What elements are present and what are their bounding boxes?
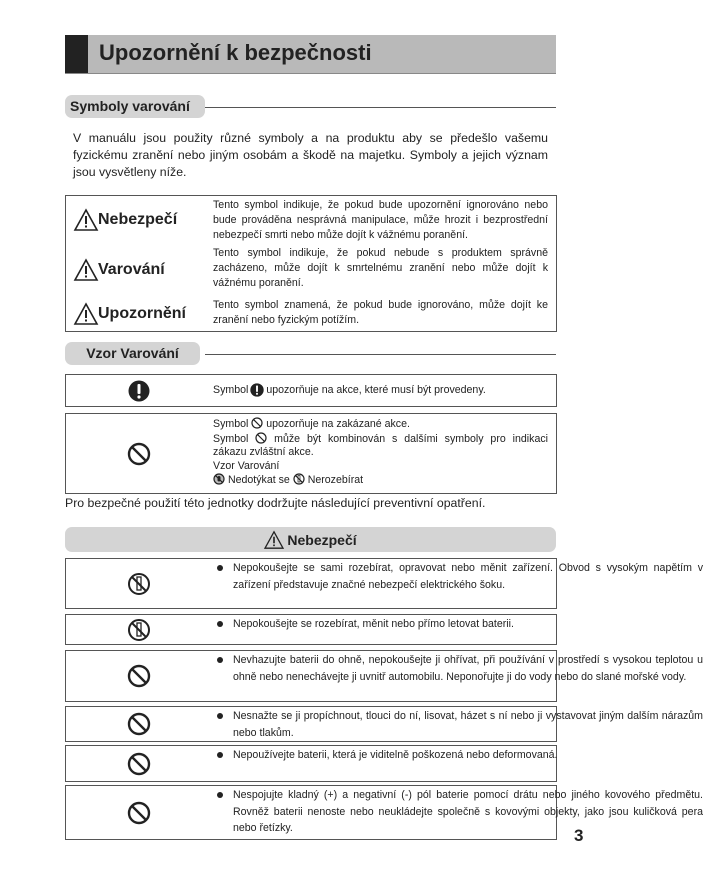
warning-triangle-icon bbox=[264, 531, 284, 549]
prohibited-symbol-box bbox=[65, 413, 557, 494]
rule-text: Nepokoušejte se sami rozebírat, opravovat nebo měnit zařízení. Obvod s vysokým napětím v zařízení představuje značné nebezpečí elektrického šoku. bbox=[213, 560, 703, 593]
symbol-danger bbox=[66, 200, 220, 240]
danger-header bbox=[65, 527, 556, 552]
icon-cell bbox=[66, 414, 212, 493]
text: upozorňuje na akce, které musí být provedeny. bbox=[266, 384, 486, 396]
danger-rule-row bbox=[65, 706, 703, 742]
title-accent-block bbox=[65, 35, 88, 73]
no-touch-icon bbox=[213, 473, 225, 485]
page-number: 3 bbox=[574, 826, 584, 845]
warning-triangle-icon bbox=[74, 303, 98, 325]
no-disassemble-icon bbox=[293, 473, 305, 485]
text: upozorňuje na zakázané akce. bbox=[266, 418, 410, 430]
icon-cell bbox=[66, 707, 212, 741]
text: Nerozebírat bbox=[307, 474, 364, 486]
text: Symbol bbox=[213, 418, 249, 430]
intro-paragraph: V manuálu jsou použity různé symboly a na produktu aby se předešlo vašemu fyzickému zranění nebo jiným osobám a škodě na majetku. Symboly a jejich význam jsou vysvětleny níže. bbox=[73, 131, 548, 179]
section-heading-symbols: Symboly varování bbox=[65, 95, 205, 118]
no-disassemble-icon bbox=[127, 572, 151, 596]
example-title: Vzor Varování bbox=[213, 459, 280, 472]
icon-cell bbox=[66, 746, 212, 781]
rule-text: Nevhazujte baterii do ohně, nepokoušejte ji ohřívat, při používání v prostředí s vysokou teplotou u ohně nebo nenechávejte ji uvnitř automobilu. Neponořujte ji do vody nebo do slané mořské vody. bbox=[213, 652, 703, 685]
symbol-caution bbox=[66, 294, 220, 334]
prohibited-icon bbox=[127, 712, 151, 736]
icon-cell bbox=[66, 786, 212, 839]
text: může být kombinován s dalšími symboly pro indikaci zákazu zvláštní akce. bbox=[213, 432, 548, 458]
symbol-legend-table bbox=[65, 195, 557, 332]
symbol-description: Tento symbol indikuje, že pokud bude upozornění ignorováno nebo bude prováděna nesprávná manipulace, může hrozit i bezprostřední nebezpečí smrti nebo může dojít k vážnému poranění. bbox=[213, 199, 548, 241]
section-heading-warning-examples: Vzor Varování bbox=[65, 342, 200, 365]
divider bbox=[205, 354, 556, 355]
precaution-note: Pro bezpečné použití této jednotky dodržujte následující preventivní opatření. bbox=[65, 496, 486, 510]
title-bar bbox=[65, 35, 556, 74]
prohibited-icon bbox=[251, 417, 263, 429]
rule-text: Nesnažte se ji propíchnout, tlouci do ní, lisovat, házet s ní nebo ji vystavovat jiným dalším nárazům nebo tlakům. bbox=[213, 708, 703, 741]
prohibited-icon bbox=[127, 752, 151, 776]
danger-rule-row bbox=[65, 650, 703, 702]
danger-rule-row bbox=[65, 558, 703, 609]
symbol-warning bbox=[66, 250, 220, 290]
rule-text: Nepoužívejte baterii, která je viditelně poškozená nebo deformovaná. bbox=[213, 747, 703, 764]
mandatory-action-icon bbox=[250, 383, 264, 397]
icon-cell bbox=[66, 651, 212, 701]
rule-text: Nespojujte kladný (+) a negativní (-) pól baterie pomocí drátu nebo jiného kovového předmětu. Rovněž baterii nenoste nebo neukládejte společně s kovovými objekty, jako jsou kuličková pera nebo řetízky. bbox=[213, 787, 703, 837]
mandatory-action-icon bbox=[128, 380, 150, 402]
danger-rule-row bbox=[65, 614, 557, 645]
symbol-label: Nebezpečí bbox=[98, 211, 178, 228]
warning-triangle-icon bbox=[74, 259, 98, 281]
danger-rule-row bbox=[65, 745, 557, 782]
text: Symbol bbox=[213, 384, 249, 396]
prohibited-icon bbox=[127, 801, 151, 825]
icon-cell bbox=[66, 559, 212, 608]
warning-triangle-icon bbox=[74, 209, 98, 231]
icon-cell bbox=[66, 615, 212, 644]
mandatory-description bbox=[213, 382, 548, 398]
mandatory-symbol-box bbox=[65, 374, 557, 407]
danger-rule-row bbox=[65, 785, 703, 840]
page-title: Upozornění k bezpečnosti bbox=[99, 40, 372, 65]
text: Symbol bbox=[213, 432, 249, 445]
no-disassemble-icon bbox=[127, 618, 151, 642]
icon-cell bbox=[66, 375, 212, 406]
text: Nedotýkat se bbox=[227, 474, 290, 486]
rule-text: Nepokoušejte se rozebírat, měnit nebo přímo letovat baterii. bbox=[213, 616, 703, 633]
prohibited-icon bbox=[127, 664, 151, 688]
danger-header-label: Nebezpečí bbox=[287, 531, 357, 548]
prohibited-icon bbox=[127, 442, 151, 466]
symbol-label: Upozornění bbox=[98, 305, 186, 322]
divider bbox=[205, 107, 556, 108]
symbol-description: Tento symbol znamená, že pokud bude ignorováno, může dojít ke zranění nebo fyzickým potížím. bbox=[213, 299, 548, 326]
symbol-description: Tento symbol indikuje, že pokud nebude s produktem správně zacházeno, může dojít k smrtelnému zranění nebo může dojít k vážnému poranění. bbox=[213, 247, 548, 289]
prohibited-icon bbox=[255, 432, 267, 444]
prohibited-description bbox=[213, 417, 548, 488]
symbol-label: Varování bbox=[98, 261, 165, 278]
